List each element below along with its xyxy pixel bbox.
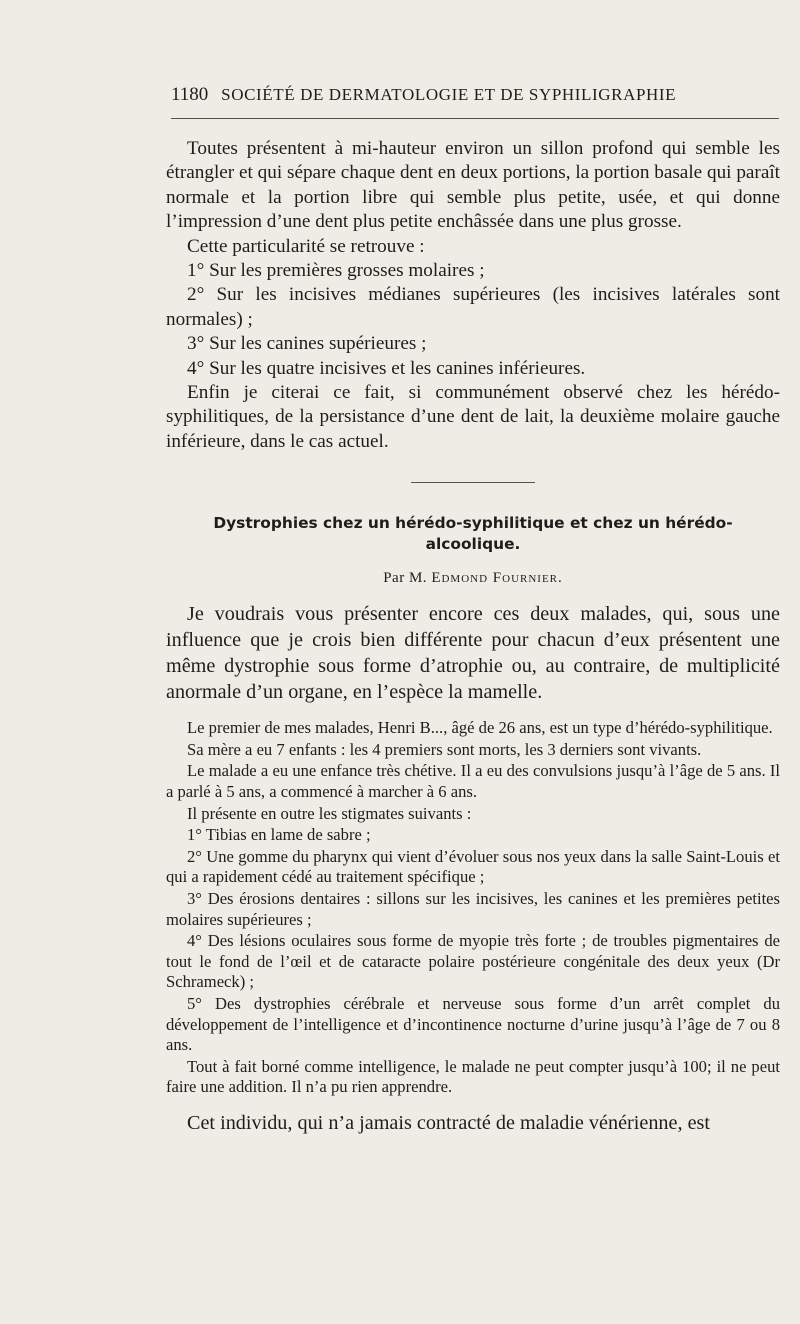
running-header: [171, 84, 779, 106]
paragraph: Enfin je citerai ce fait, si communément observé chez les hérédo-syphilitiques, de la persistance d’une dent de lait, la deuxième molaire gauche inférieure, dans le cas actuel.: [166, 382, 780, 452]
lead-text: [166, 601, 780, 705]
paragraph: Je voudrais vous présenter encore ces deux malades, qui, sous une influence que je crois bien différente pour chacun d’eux présentent une même dystrophie sous forme d’atrophie ou, au contraire, de multiplicité anormale d’un organe, en l’espèce la mamelle.: [166, 603, 780, 704]
list-item: 4° Des lésions oculaires sous forme de myopie très forte ; de troubles pigmentaires de tout le fond de l’œil et de cataracte polaire postérieure congénitale des deux yeux (Dr Schrameck) ;: [166, 931, 780, 992]
paragraph: Le premier de mes malades, Henri B..., âgé de 26 ans, est un type d’hérédo-syphilitique.: [187, 718, 773, 738]
list-item: 3° Des érosions dentaires : sillons sur les incisives, les canines et les premières petites molaires supérieures ;: [166, 889, 780, 929]
page-number: 1180: [171, 84, 209, 105]
paragraph: Toutes présentent à mi-hauteur environ un sillon profond qui semble les étrangler et qui sépare chaque dent en deux portions, la portion basale qui paraît normale et la portion libre qui semble plus petite, usée, et qui donne l’impression d’une dent plus petite enchâssée dans une plus grosse.: [166, 138, 780, 233]
paragraph: Cette particularité se retrouve :: [187, 235, 425, 257]
paragraph: Sa mère a eu 7 enfants : les 4 premiers sont morts, les 3 derniers sont vivants.: [187, 739, 702, 759]
list-item: 2° Une gomme du pharynx qui vient d’évoluer sous nos yeux dans la salle Saint-Louis et qui a rapidement cédé au traitement spécifique ;: [166, 846, 780, 887]
header-rule: [171, 118, 779, 119]
list-item: 1° Sur les premières grosses molaires ;: [187, 260, 485, 282]
list-item: 4° Sur les quatre incisives et les canines inférieures.: [187, 357, 586, 379]
case-text: [166, 718, 780, 1098]
paragraph: Cet individu, qui n’a jamais contracté de maladie vénérienne, est: [187, 1111, 711, 1134]
page-body: [166, 137, 780, 1136]
list-item: 3° Sur les canines supérieures ;: [187, 333, 427, 355]
list-item: 1° Tibias en lame de sabre ;: [187, 825, 371, 845]
author-prefix: Par M.: [383, 570, 428, 587]
running-title: SOCIÉTÉ DE DERMATOLOGIE ET DE SYPHILIGRAPHIE: [221, 85, 677, 104]
paragraph: Il présente en outre les stigmates suivants :: [187, 803, 472, 823]
paragraph: Tout à fait borné comme intelligence, le malade ne peut compter jusqu’à 100; il ne peut faire une addition. Il n’a pu rien apprendre.: [166, 1056, 780, 1097]
author-line: [166, 570, 780, 587]
list-item: 2° Sur les incisives médianes supérieures (les incisives latérales sont normales) ;: [166, 284, 780, 330]
section-divider: [411, 482, 535, 483]
paragraph: Le malade a eu une enfance très chétive. Il a eu des convulsions jusqu’à l’âge de 5 ans. Il a parlé à 5 ans, a commencé à marcher à 6 ans.: [166, 761, 780, 802]
section-title: Dystrophies chez un hérédo-syphilitique et chez un hérédo-alcoolique.: [213, 514, 733, 554]
closing-text: [166, 1110, 780, 1136]
list-item: 5° Des dystrophies cérébrale et nerveuse sous forme d’un arrêt complet du développement de l’intelligence et d’incontinence nocturne d’urine jusqu’à l’âge de 7 ou 8 ans.: [166, 994, 780, 1055]
author-name: Edmond Fournier.: [431, 570, 563, 587]
continued-text: [166, 137, 780, 454]
